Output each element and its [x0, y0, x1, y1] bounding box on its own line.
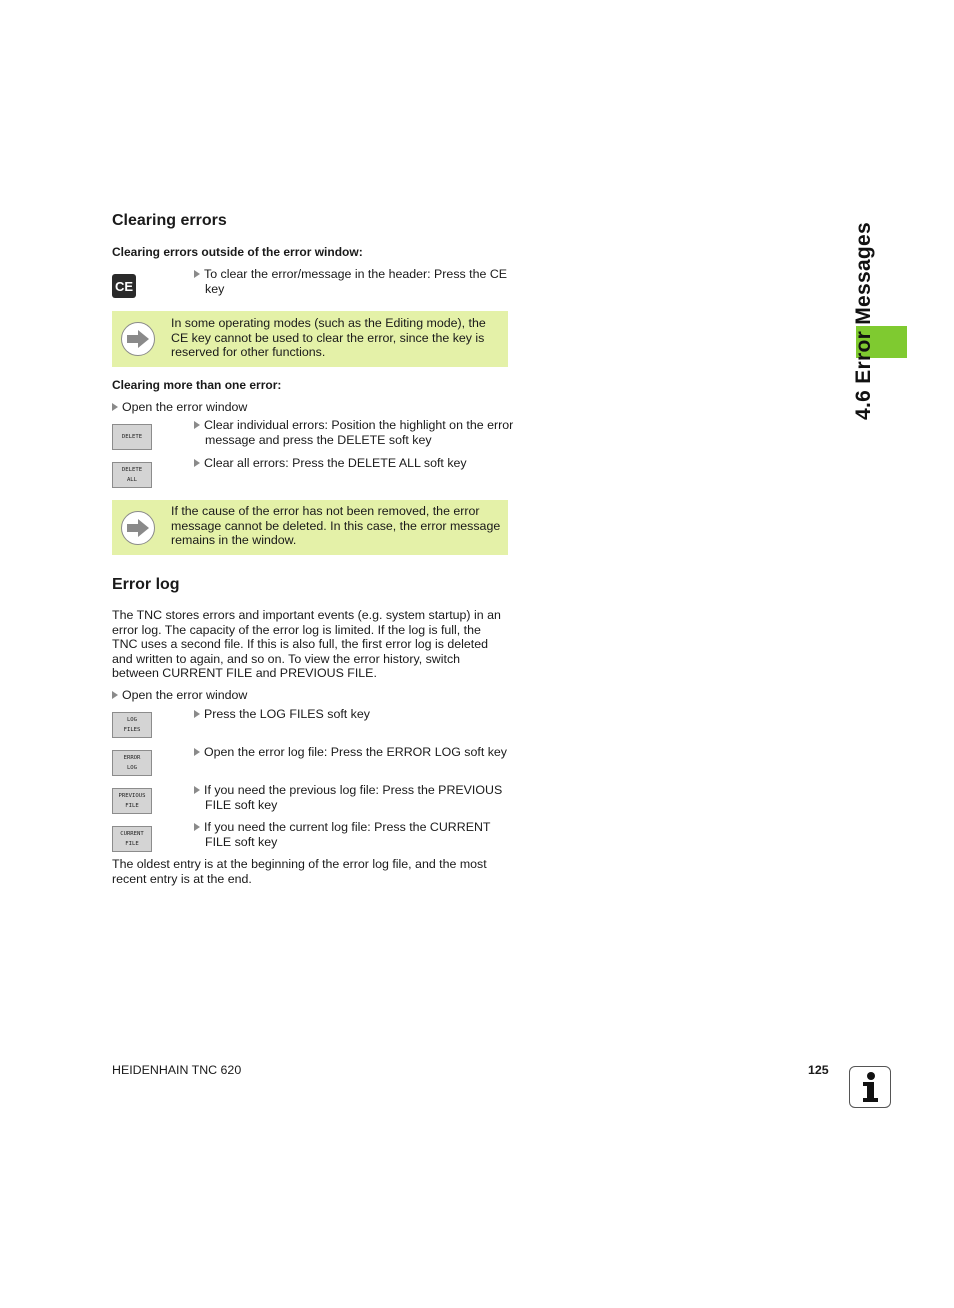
step-open-error-window: Open the error window	[112, 400, 247, 415]
step-previous-file: If you need the previous log file: Press the PREVIOUS FILE soft key	[194, 783, 521, 812]
error-log-intro: The TNC stores errors and important events (e.g. system startup) in an error log. The capacity of the error log is limited. If the log is full, the TNC uses a second file. If this is also full, the first error log is deleted and written to again, and so on. To view the error history, switch between CURRENT FILE and PREVIOUS FILE.	[112, 608, 501, 681]
step-ce: To clear the error/message in the header: Press the CE key	[194, 267, 517, 296]
step-arrow-icon	[194, 270, 200, 278]
step-open-error-window-log: Open the error window	[112, 688, 247, 703]
note-text-ce: In some operating modes (such as the Editing mode), the CE key cannot be used to clear the error, since the key is reserved for other functions.	[171, 316, 486, 360]
section-heading-error-log: Error log	[112, 576, 180, 593]
softkey-previous-file[interactable]: PREVIOUS FILE	[112, 788, 152, 814]
arrow-right-icon	[121, 511, 155, 545]
footer-product: HEIDENHAIN TNC 620	[112, 1063, 242, 1077]
step-arrow-icon	[112, 691, 118, 699]
step-arrow-icon	[194, 823, 200, 831]
footer-page-number: 125	[808, 1063, 829, 1077]
softkey-current-file[interactable]: CURRENT FILE	[112, 826, 152, 852]
step-arrow-icon	[194, 421, 200, 429]
note-box-cause	[112, 500, 508, 555]
subheading-outside-window: Clearing errors outside of the error window:	[112, 245, 363, 259]
softkey-error-log[interactable]: ERROR LOG	[112, 750, 152, 776]
step-current-file: If you need the current log file: Press the CURRENT FILE soft key	[194, 820, 517, 849]
softkey-delete-all[interactable]: DELETE ALL	[112, 462, 152, 488]
ce-key: CE	[112, 274, 136, 298]
step-arrow-icon	[194, 710, 200, 718]
softkey-delete[interactable]: DELETE	[112, 424, 152, 450]
arrow-right-icon	[121, 322, 155, 356]
step-log-files: Press the LOG FILES soft key	[194, 707, 519, 722]
step-arrow-icon	[194, 748, 200, 756]
section-side-title: 4.6 Error Messages	[852, 221, 875, 420]
note-text-cause: If the cause of the error has not been removed, the error message cannot be deleted. In this case, the error message remains in the window.	[171, 504, 501, 548]
info-icon	[849, 1066, 891, 1108]
subheading-more-than-one: Clearing more than one error:	[112, 378, 282, 392]
step-arrow-icon	[112, 403, 118, 411]
softkey-log-files[interactable]: LOG FILES	[112, 712, 152, 738]
step-error-log: Open the error log file: Press the ERROR LOG soft key	[194, 745, 525, 760]
note-box-ce	[112, 311, 508, 367]
section-heading-clearing-errors: Clearing errors	[112, 212, 227, 229]
step-clear-all: Clear all errors: Press the DELETE ALL soft key	[194, 456, 517, 471]
step-arrow-icon	[194, 786, 200, 794]
error-log-closing: The oldest entry is at the beginning of the error log file, and the most recent entry is at the end.	[112, 857, 487, 886]
step-arrow-icon	[194, 459, 200, 467]
step-clear-individual: Clear individual errors: Position the highlight on the error message and press the DELETE soft key	[194, 418, 517, 447]
